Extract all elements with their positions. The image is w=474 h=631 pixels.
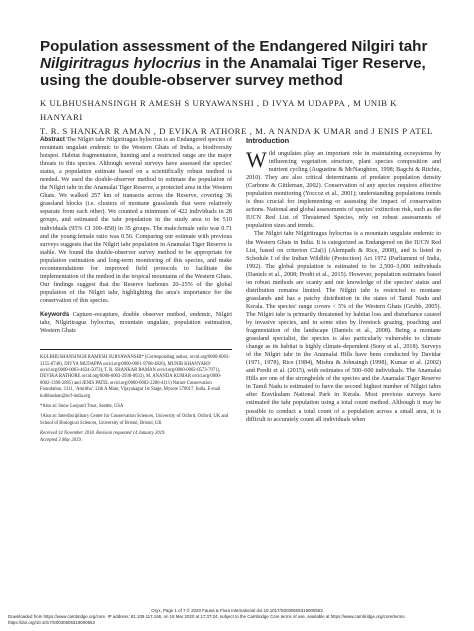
intro-paragraph-1-text: ild ungulates play an important role in maintaining ecosystems by influencing vegetation structure, plant species composition and nutrient cycling (Augustine & McNaughton, 1998; Bagchi & Ritchie, 2010). They are also critical determinants of predator population density (Carbone & Gittleman, 2002). Conservation of any species requires effective population monitoring (Yoccoz et al., 2001); understanding populations trends is thus crucial for implementing or assessing the impact of conservation actions. National and global assessments of species' extinction risk, such as the IUCN Red List of Threatened Species, rely on robust assessments of population sizes and trends.	[246, 151, 441, 230]
intro-paragraph-1	[246, 147, 441, 230]
footnote-1: *Also at: Snow Leopard Trust, Seattle, USA	[40, 403, 124, 409]
title-line-1: Population assessment of the Endangered Nilgiri tahr	[40, 38, 428, 55]
keywords	[40, 311, 232, 335]
right-column	[246, 136, 441, 424]
article-title	[40, 38, 440, 89]
received-date: Received 14 November 2018. Revision requested 14 January 2019.	[40, 431, 166, 437]
intro-paragraph-2: The Nilgiri tahr Nilgiritragus hylocrius is a mountain ungulate endemic to the Western Ghats in India. It is categorized as Endangered on the IUCN Red List, based on criterion C2a(i) (Alempath & Rice, 2008), and is listed in Schedule I of the Indian Wildlife (Protection) Act 1972 (Parliament of India, 1992). The global population is estimated to be 2,500–3,000 individuals (Daniels et al., 2008; Predit et al., 2015). However, population estimates based on robust methods are scanty and our knowledge of the species' status and distribution remains limited. The Nilgiri tahr is restricted to montane grasslands and has a patchy distribution in the states of Tamil Nadu and Kerala. The species' range covers < 5% of the Western Ghats (Grubb, 2005). The Nilgiri tahr is primarily threatened by habitat loss and disturbance caused by invasive species, and in some sites by livestock grazing, poaching and fragmentation of the landscape (Daniels et al., 2008). Being a montane grassland specialist, the species is also particularly vulnerable to climate change as its habitat is highly climate-dependent (Sony et al., 2018). Surveys of the Nilgiri tahr in the Anamalai Hills have been conducted by Davidar (1971, 1978), Rice (1984), Mishra & Johnsingh (1998), Kumar et al. (2002) and Predit et al. (2015), with estimates of 500–600 individuals. The Anamalai Hills are one of the strongholds of the species and the Anamalai Tiger Reserve in Tamil Nadu is estimated to have the second highest number of Nilgiri tahrs after Eravikulam National Park in Kerala. Most previous surveys have estimated the tahr population using a total count method. Although it may be possible to conduct a total count of a population across a small area, it is difficult to accurately count all individuals when	[246, 231, 441, 423]
author-line-2: T. R. S HANKAR R AMAN , D EVIKA R ATHORE , M. A NANDA K UMAR and J ENIS P ATEL	[40, 126, 433, 136]
title-line-3: using the double-observer survey method	[40, 72, 343, 89]
footnote-2: †Also at: Interdisciplinary Center for Conservation Sciences, University of Oxford, Oxford, UK and School of Biological Sciences, University of Bristol, Bristol, UK	[40, 414, 229, 426]
abstract	[40, 136, 232, 305]
author-line-1: K ULBHUSHANSINGH R AMESH S URYAWANSHI , D IVYA M UDAPPA , M UNIB K HANYARI	[40, 98, 398, 122]
keywords-text: Capture–recapture, double observer method, endemic, Nilgiri tahr, Nilgiritragus hylocrius, mountain ungulate, population estimation, Western Ghats	[40, 311, 232, 335]
author-affiliations: KULBHUSHANSINGH RAMESH SURYAWANSHI* (Corresponding author, orcid.org/0000-0003-3155-0748), DIVYA MUDAPPA orcid.org/0000-0001-9708-4826), MUNIB KHANYARI† orcid.org/0000-0003-4624-5073), T. R. SHANKAR RAMAN orcid.org/0000-0002-0573-7971), DEVIKA RATHORE orcid.org/0000-0003-2938-0033), M. ANANDA KUMAR orcid.org/0000-0002-1390-2895) and JENIS PATEL orcid.org/0000-0002-2280-4111) Nature Conservation Foundation, 1311, 'Amritha', 12th A Main, Vijayanagar 1st Stage, Mysore 570017, India. E-mail kulbhushan@ncf-india.org	[40, 355, 230, 399]
left-column	[40, 136, 232, 444]
keywords-heading: Keywords	[40, 310, 70, 318]
title-species-italic: Nilgiritragus hylocrius	[40, 55, 202, 72]
abstract-heading: Abstract	[40, 136, 65, 143]
introduction-heading: Introduction	[246, 136, 290, 145]
download-notice[interactable]: Downloaded from https://www.cambridge.org/core. IP address: 81.109.117.166, on 18 Mar 2020 at 17:37:24, subject to the Cambridge Core terms of use, available at https://www.cambridge.org/core/terms. https://doi.org/10.1017/S0030605319000553	[8, 614, 406, 625]
journal-footer: Oryx, Page 1 of 7 © 2020 Fauna & Flora International doi:10.1017/S0030605319000553	[151, 608, 323, 613]
title-line-2: in the Anamalai Tiger Reserve,	[201, 55, 426, 72]
drop-cap: W	[246, 147, 267, 172]
abstract-text: The Nilgiri tahr Nilgiritragus hylocrius is an Endangered species of mountain ungulate endemic to the Western Ghats of India, a biodiversity hotspot. Habitat fragmentation, hunting and a restricted range are the major threats to this species. Although several surveys have assessed the species' status, a population estimate based on a scientifically robust method is needed. We used the double-observer method to estimate the population of the Nilgiri tahr in the Anamalai Tiger Reserve, a protected area in the Western Ghats. We walked 257 km of transects across the Reserve, covering 36 grassland blocks (i.e. clusters of montane grasslands that were relatively separate from each other). We counted a minimum of 422 individuals in 28 groups, and estimated the tahr population in the study area to be 510 individuals (95% CI 300–858) in 35 groups. The male:female ratio was 0.71 and the young:female ratio was 0.56. Comparing our estimate with previous surveys suggests that the Nilgiri tahr population in Anamalai Tiger Reserve is stable. We found the double-observer survey method to be appropriate for population estimation and long-term monitoring of this species, and make recommendations for improved field protocols to facilitate the implementation of the method in the tropical mountains of the Western Ghats. Our findings suggest that the Reserve harbours 20–25% of the global population of the Nilgiri tahr, highlighting the area's importance for the conservation of this species.	[40, 137, 232, 304]
author-list	[40, 96, 440, 138]
footnote-divider	[40, 349, 232, 350]
submission-dates	[40, 431, 232, 444]
accepted-date: Accepted 3 May 2019.	[40, 437, 82, 443]
